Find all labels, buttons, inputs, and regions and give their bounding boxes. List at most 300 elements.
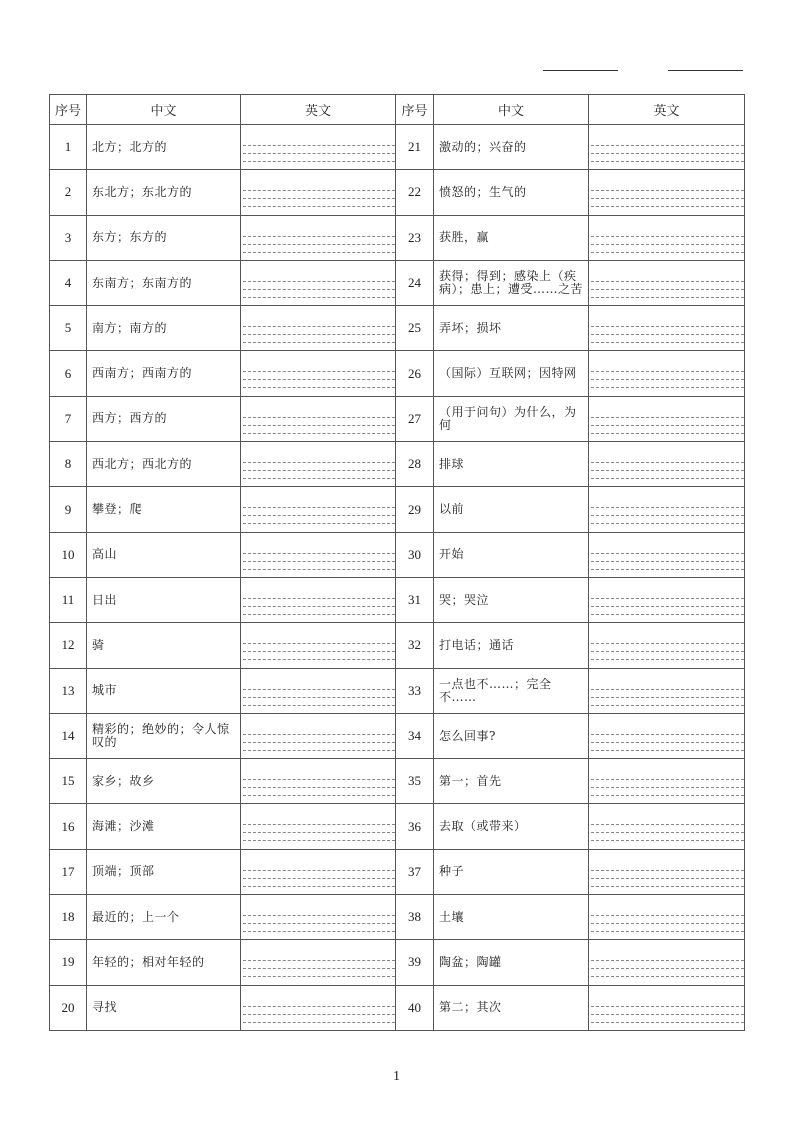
- writing-line: [591, 924, 744, 932]
- writing-line: [243, 290, 395, 298]
- writing-line: [243, 969, 395, 977]
- writing-line: [591, 410, 744, 418]
- writing-lines: [591, 999, 744, 1023]
- writing-lines: [591, 908, 744, 932]
- table-row: [50, 351, 745, 396]
- english-answer-cell[interactable]: [589, 125, 745, 170]
- writing-line: [243, 335, 395, 343]
- english-answer-cell[interactable]: [241, 668, 396, 713]
- writing-line: [591, 871, 744, 879]
- item-number: 32: [396, 623, 434, 668]
- english-answer-cell[interactable]: [589, 895, 745, 940]
- writing-line: [591, 727, 744, 735]
- chinese-term: 家乡；故乡: [87, 759, 241, 804]
- item-number: 18: [50, 895, 87, 940]
- table-row: [50, 804, 745, 849]
- writing-line: [243, 455, 395, 463]
- writing-line: [243, 999, 395, 1007]
- chinese-term: 海滩；沙滩: [87, 804, 241, 849]
- writing-line: [243, 916, 395, 924]
- writing-line: [591, 327, 744, 335]
- chinese-term: 北方；北方的: [87, 125, 241, 170]
- writing-line: [243, 743, 395, 751]
- writing-line: [591, 599, 744, 607]
- chinese-term: 怎么回事?: [434, 713, 589, 758]
- writing-line: [243, 961, 395, 969]
- item-number: 4: [50, 260, 87, 305]
- writing-line: [243, 199, 395, 207]
- english-answer-cell[interactable]: [241, 849, 396, 894]
- table-row: [50, 260, 745, 305]
- writing-line: [591, 471, 744, 479]
- item-number: 33: [396, 668, 434, 713]
- writing-lines: [243, 863, 395, 887]
- writing-line: [243, 690, 395, 698]
- writing-line: [591, 652, 744, 660]
- writing-line: [591, 274, 744, 282]
- item-number: 1: [50, 125, 87, 170]
- english-answer-cell[interactable]: [241, 215, 396, 260]
- writing-line: [591, 245, 744, 253]
- chinese-term: 获得；得到；感染上（疾病）；患上；遭受……之苦: [434, 260, 589, 305]
- writing-line: [243, 237, 395, 245]
- chinese-term: 激动的；兴奋的: [434, 125, 589, 170]
- writing-line: [591, 780, 744, 788]
- chinese-term: 精彩的；绝妙的；令人惊叹的: [87, 713, 241, 758]
- writing-line: [243, 817, 395, 825]
- chinese-term: 去取（或带来）: [434, 804, 589, 849]
- item-number: 24: [396, 260, 434, 305]
- writing-line: [591, 237, 744, 245]
- writing-lines: [591, 863, 744, 887]
- writing-line: [243, 372, 395, 380]
- english-answer-cell[interactable]: [241, 351, 396, 396]
- english-answer-cell[interactable]: [589, 532, 745, 577]
- writing-line: [243, 1015, 395, 1023]
- chinese-term: 年轻的；相对年轻的: [87, 940, 241, 985]
- header-cn-left: 中文: [87, 95, 241, 125]
- english-answer-cell[interactable]: [589, 306, 745, 351]
- writing-lines: [591, 772, 744, 796]
- english-answer-cell[interactable]: [589, 940, 745, 985]
- writing-line: [243, 154, 395, 162]
- writing-line: [591, 863, 744, 871]
- writing-line: [591, 743, 744, 751]
- item-number: 12: [50, 623, 87, 668]
- writing-line: [591, 455, 744, 463]
- writing-line: [591, 772, 744, 780]
- writing-lines: [243, 817, 395, 841]
- writing-lines: [591, 410, 744, 434]
- writing-lines: [591, 274, 744, 298]
- item-number: 31: [396, 577, 434, 622]
- writing-lines: [591, 546, 744, 570]
- writing-lines: [243, 455, 395, 479]
- chinese-term: 弄坏；损坏: [434, 306, 589, 351]
- table-row: [50, 940, 745, 985]
- writing-lines: [243, 364, 395, 388]
- english-answer-cell[interactable]: [241, 306, 396, 351]
- writing-line: [591, 607, 744, 615]
- writing-lines: [243, 138, 395, 162]
- writing-line: [243, 146, 395, 154]
- english-answer-cell[interactable]: [241, 487, 396, 532]
- writing-lines: [243, 908, 395, 932]
- chinese-term: 以前: [434, 487, 589, 532]
- writing-line: [591, 916, 744, 924]
- table-row: [50, 396, 745, 441]
- writing-line: [243, 508, 395, 516]
- writing-lines: [243, 591, 395, 615]
- english-answer-cell[interactable]: [589, 260, 745, 305]
- writing-line: [591, 426, 744, 434]
- chinese-term: 顶端；顶部: [87, 849, 241, 894]
- item-number: 25: [396, 306, 434, 351]
- english-answer-cell[interactable]: [241, 940, 396, 985]
- item-number: 13: [50, 668, 87, 713]
- chinese-term: 土壤: [434, 895, 589, 940]
- writing-line: [243, 1007, 395, 1015]
- writing-line: [591, 290, 744, 298]
- writing-line: [591, 682, 744, 690]
- writing-line: [591, 999, 744, 1007]
- writing-line: [591, 191, 744, 199]
- writing-line: [591, 690, 744, 698]
- writing-lines: [243, 727, 395, 751]
- writing-line: [243, 191, 395, 199]
- writing-line: [243, 863, 395, 871]
- writing-line: [243, 591, 395, 599]
- chinese-term: 排球: [434, 442, 589, 487]
- item-number: 7: [50, 396, 87, 441]
- writing-line: [591, 335, 744, 343]
- writing-line: [243, 825, 395, 833]
- item-number: 26: [396, 351, 434, 396]
- item-number: 29: [396, 487, 434, 532]
- writing-line: [591, 199, 744, 207]
- header-num-left: 序号: [50, 95, 87, 125]
- item-number: 6: [50, 351, 87, 396]
- writing-line: [591, 953, 744, 961]
- writing-line: [591, 735, 744, 743]
- writing-line: [243, 500, 395, 508]
- chinese-term: 西北方；西北方的: [87, 442, 241, 487]
- chinese-term: 骑: [87, 623, 241, 668]
- writing-line: [591, 372, 744, 380]
- writing-lines: [591, 817, 744, 841]
- writing-lines: [243, 636, 395, 660]
- writing-line: [591, 154, 744, 162]
- english-answer-cell[interactable]: [589, 487, 745, 532]
- table-row: [50, 215, 745, 260]
- chinese-term: 陶盆；陶罐: [434, 940, 589, 985]
- writing-line: [243, 554, 395, 562]
- english-answer-cell[interactable]: [241, 532, 396, 577]
- writing-line: [243, 788, 395, 796]
- writing-line: [591, 418, 744, 426]
- table-row: [50, 487, 745, 532]
- item-number: 19: [50, 940, 87, 985]
- writing-line: [591, 282, 744, 290]
- english-answer-cell[interactable]: [589, 713, 745, 758]
- writing-lines: [591, 138, 744, 162]
- item-number: 15: [50, 759, 87, 804]
- writing-line: [243, 245, 395, 253]
- writing-lines: [243, 183, 395, 207]
- writing-line: [243, 735, 395, 743]
- item-number: 37: [396, 849, 434, 894]
- writing-line: [243, 327, 395, 335]
- writing-lines: [243, 682, 395, 706]
- chinese-term: 城市: [87, 668, 241, 713]
- writing-lines: [591, 319, 744, 343]
- name-blank-line: [543, 70, 618, 71]
- writing-line: [243, 772, 395, 780]
- english-answer-cell[interactable]: [589, 396, 745, 441]
- item-number: 35: [396, 759, 434, 804]
- english-answer-cell[interactable]: [589, 442, 745, 487]
- writing-lines: [591, 727, 744, 751]
- writing-line: [243, 682, 395, 690]
- item-number: 16: [50, 804, 87, 849]
- header-num-right: 序号: [396, 95, 434, 125]
- writing-line: [243, 471, 395, 479]
- chinese-term: 攀登；爬: [87, 487, 241, 532]
- english-answer-cell[interactable]: [589, 577, 745, 622]
- english-answer-cell[interactable]: [589, 849, 745, 894]
- table-row: [50, 668, 745, 713]
- writing-line: [243, 652, 395, 660]
- writing-line: [591, 1007, 744, 1015]
- chinese-term: 日出: [87, 577, 241, 622]
- writing-line: [243, 607, 395, 615]
- chinese-term: 寻找: [87, 985, 241, 1030]
- writing-line: [591, 908, 744, 916]
- english-answer-cell[interactable]: [589, 759, 745, 804]
- header-en-right: 英文: [589, 95, 745, 125]
- writing-line: [591, 229, 744, 237]
- writing-line: [243, 183, 395, 191]
- item-number: 40: [396, 985, 434, 1030]
- writing-line: [243, 833, 395, 841]
- writing-line: [591, 380, 744, 388]
- chinese-term: 高山: [87, 532, 241, 577]
- item-number: 28: [396, 442, 434, 487]
- chinese-term: 哭；哭泣: [434, 577, 589, 622]
- writing-line: [591, 817, 744, 825]
- writing-line: [591, 833, 744, 841]
- table-row: [50, 713, 745, 758]
- writing-lines: [591, 364, 744, 388]
- english-answer-cell[interactable]: [241, 396, 396, 441]
- writing-lines: [243, 319, 395, 343]
- table-row: [50, 532, 745, 577]
- writing-lines: [591, 229, 744, 253]
- writing-line: [243, 871, 395, 879]
- writing-line: [591, 636, 744, 644]
- writing-line: [243, 599, 395, 607]
- item-number: 3: [50, 215, 87, 260]
- item-number: 8: [50, 442, 87, 487]
- chinese-term: 西南方；西南方的: [87, 351, 241, 396]
- writing-line: [591, 138, 744, 146]
- writing-lines: [243, 546, 395, 570]
- writing-line: [243, 698, 395, 706]
- chinese-term: 东方；东方的: [87, 215, 241, 260]
- table-row: [50, 759, 745, 804]
- english-answer-cell[interactable]: [241, 623, 396, 668]
- header-en-left: 英文: [241, 95, 396, 125]
- writing-line: [591, 508, 744, 516]
- writing-line: [243, 463, 395, 471]
- writing-line: [243, 780, 395, 788]
- writing-lines: [591, 953, 744, 977]
- item-number: 38: [396, 895, 434, 940]
- writing-line: [591, 879, 744, 887]
- chinese-term: 种子: [434, 849, 589, 894]
- writing-line: [591, 319, 744, 327]
- item-number: 11: [50, 577, 87, 622]
- writing-line: [243, 319, 395, 327]
- writing-line: [243, 418, 395, 426]
- writing-line: [591, 961, 744, 969]
- chinese-term: （国际）互联网；因特网: [434, 351, 589, 396]
- writing-lines: [243, 953, 395, 977]
- writing-lines: [243, 772, 395, 796]
- table-header-row: [50, 95, 745, 125]
- table-row: [50, 125, 745, 170]
- chinese-term: 获胜，赢: [434, 215, 589, 260]
- english-answer-cell[interactable]: [241, 713, 396, 758]
- chinese-term: 最近的；上一个: [87, 895, 241, 940]
- writing-line: [243, 426, 395, 434]
- writing-line: [243, 380, 395, 388]
- writing-line: [591, 644, 744, 652]
- table-row: [50, 170, 745, 215]
- english-answer-cell[interactable]: [241, 985, 396, 1030]
- writing-line: [591, 364, 744, 372]
- item-number: 14: [50, 713, 87, 758]
- writing-line: [591, 698, 744, 706]
- item-number: 5: [50, 306, 87, 351]
- writing-line: [591, 591, 744, 599]
- writing-lines: [591, 455, 744, 479]
- writing-line: [243, 274, 395, 282]
- english-answer-cell[interactable]: [241, 759, 396, 804]
- english-answer-cell[interactable]: [589, 668, 745, 713]
- writing-line: [591, 463, 744, 471]
- writing-line: [591, 825, 744, 833]
- item-number: 30: [396, 532, 434, 577]
- english-answer-cell[interactable]: [589, 351, 745, 396]
- writing-line: [243, 282, 395, 290]
- writing-line: [243, 908, 395, 916]
- writing-lines: [591, 636, 744, 660]
- chinese-term: 开始: [434, 532, 589, 577]
- item-number: 36: [396, 804, 434, 849]
- writing-lines: [591, 682, 744, 706]
- chinese-term: 打电话；通话: [434, 623, 589, 668]
- chinese-term: 东北方；东北方的: [87, 170, 241, 215]
- chinese-term: 第二；其次: [434, 985, 589, 1030]
- writing-line: [243, 924, 395, 932]
- writing-line: [243, 953, 395, 961]
- writing-line: [243, 364, 395, 372]
- english-answer-cell[interactable]: [241, 442, 396, 487]
- english-answer-cell[interactable]: [589, 623, 745, 668]
- writing-line: [243, 644, 395, 652]
- item-number: 10: [50, 532, 87, 577]
- writing-line: [591, 554, 744, 562]
- chinese-term: 西方；西方的: [87, 396, 241, 441]
- writing-line: [591, 146, 744, 154]
- writing-lines: [243, 274, 395, 298]
- writing-line: [243, 546, 395, 554]
- english-answer-cell[interactable]: [589, 985, 745, 1030]
- writing-lines: [591, 591, 744, 615]
- writing-line: [243, 516, 395, 524]
- table-row: [50, 306, 745, 351]
- chinese-term: 一点也不……；完全不……: [434, 668, 589, 713]
- writing-line: [243, 727, 395, 735]
- english-answer-cell[interactable]: [241, 895, 396, 940]
- writing-lines: [243, 410, 395, 434]
- table-row: [50, 442, 745, 487]
- english-answer-cell[interactable]: [589, 804, 745, 849]
- writing-lines: [243, 999, 395, 1023]
- writing-lines: [243, 229, 395, 253]
- writing-lines: [243, 500, 395, 524]
- vocabulary-table: [49, 94, 745, 1031]
- writing-line: [243, 562, 395, 570]
- writing-line: [591, 969, 744, 977]
- chinese-term: 南方；南方的: [87, 306, 241, 351]
- writing-line: [591, 788, 744, 796]
- header-cn-right: 中文: [434, 95, 589, 125]
- item-number: 21: [396, 125, 434, 170]
- chinese-term: 东南方；东南方的: [87, 260, 241, 305]
- table-row: [50, 623, 745, 668]
- english-answer-cell[interactable]: [241, 125, 396, 170]
- writing-line: [243, 410, 395, 418]
- english-answer-cell[interactable]: [589, 215, 745, 260]
- writing-lines: [591, 183, 744, 207]
- item-number: 27: [396, 396, 434, 441]
- page-number: 1: [393, 1069, 400, 1084]
- writing-line: [591, 500, 744, 508]
- score-blank-line: [668, 70, 743, 71]
- writing-lines: [591, 500, 744, 524]
- table-row: [50, 577, 745, 622]
- english-answer-cell[interactable]: [241, 577, 396, 622]
- english-answer-cell[interactable]: [589, 170, 745, 215]
- writing-line: [243, 879, 395, 887]
- item-number: 20: [50, 985, 87, 1030]
- table-row: [50, 849, 745, 894]
- writing-line: [591, 183, 744, 191]
- english-answer-cell[interactable]: [241, 170, 396, 215]
- chinese-term: 第一；首先: [434, 759, 589, 804]
- item-number: 2: [50, 170, 87, 215]
- item-number: 9: [50, 487, 87, 532]
- english-answer-cell[interactable]: [241, 804, 396, 849]
- writing-line: [591, 546, 744, 554]
- writing-line: [243, 138, 395, 146]
- item-number: 23: [396, 215, 434, 260]
- writing-line: [591, 1015, 744, 1023]
- writing-line: [591, 562, 744, 570]
- english-answer-cell[interactable]: [241, 260, 396, 305]
